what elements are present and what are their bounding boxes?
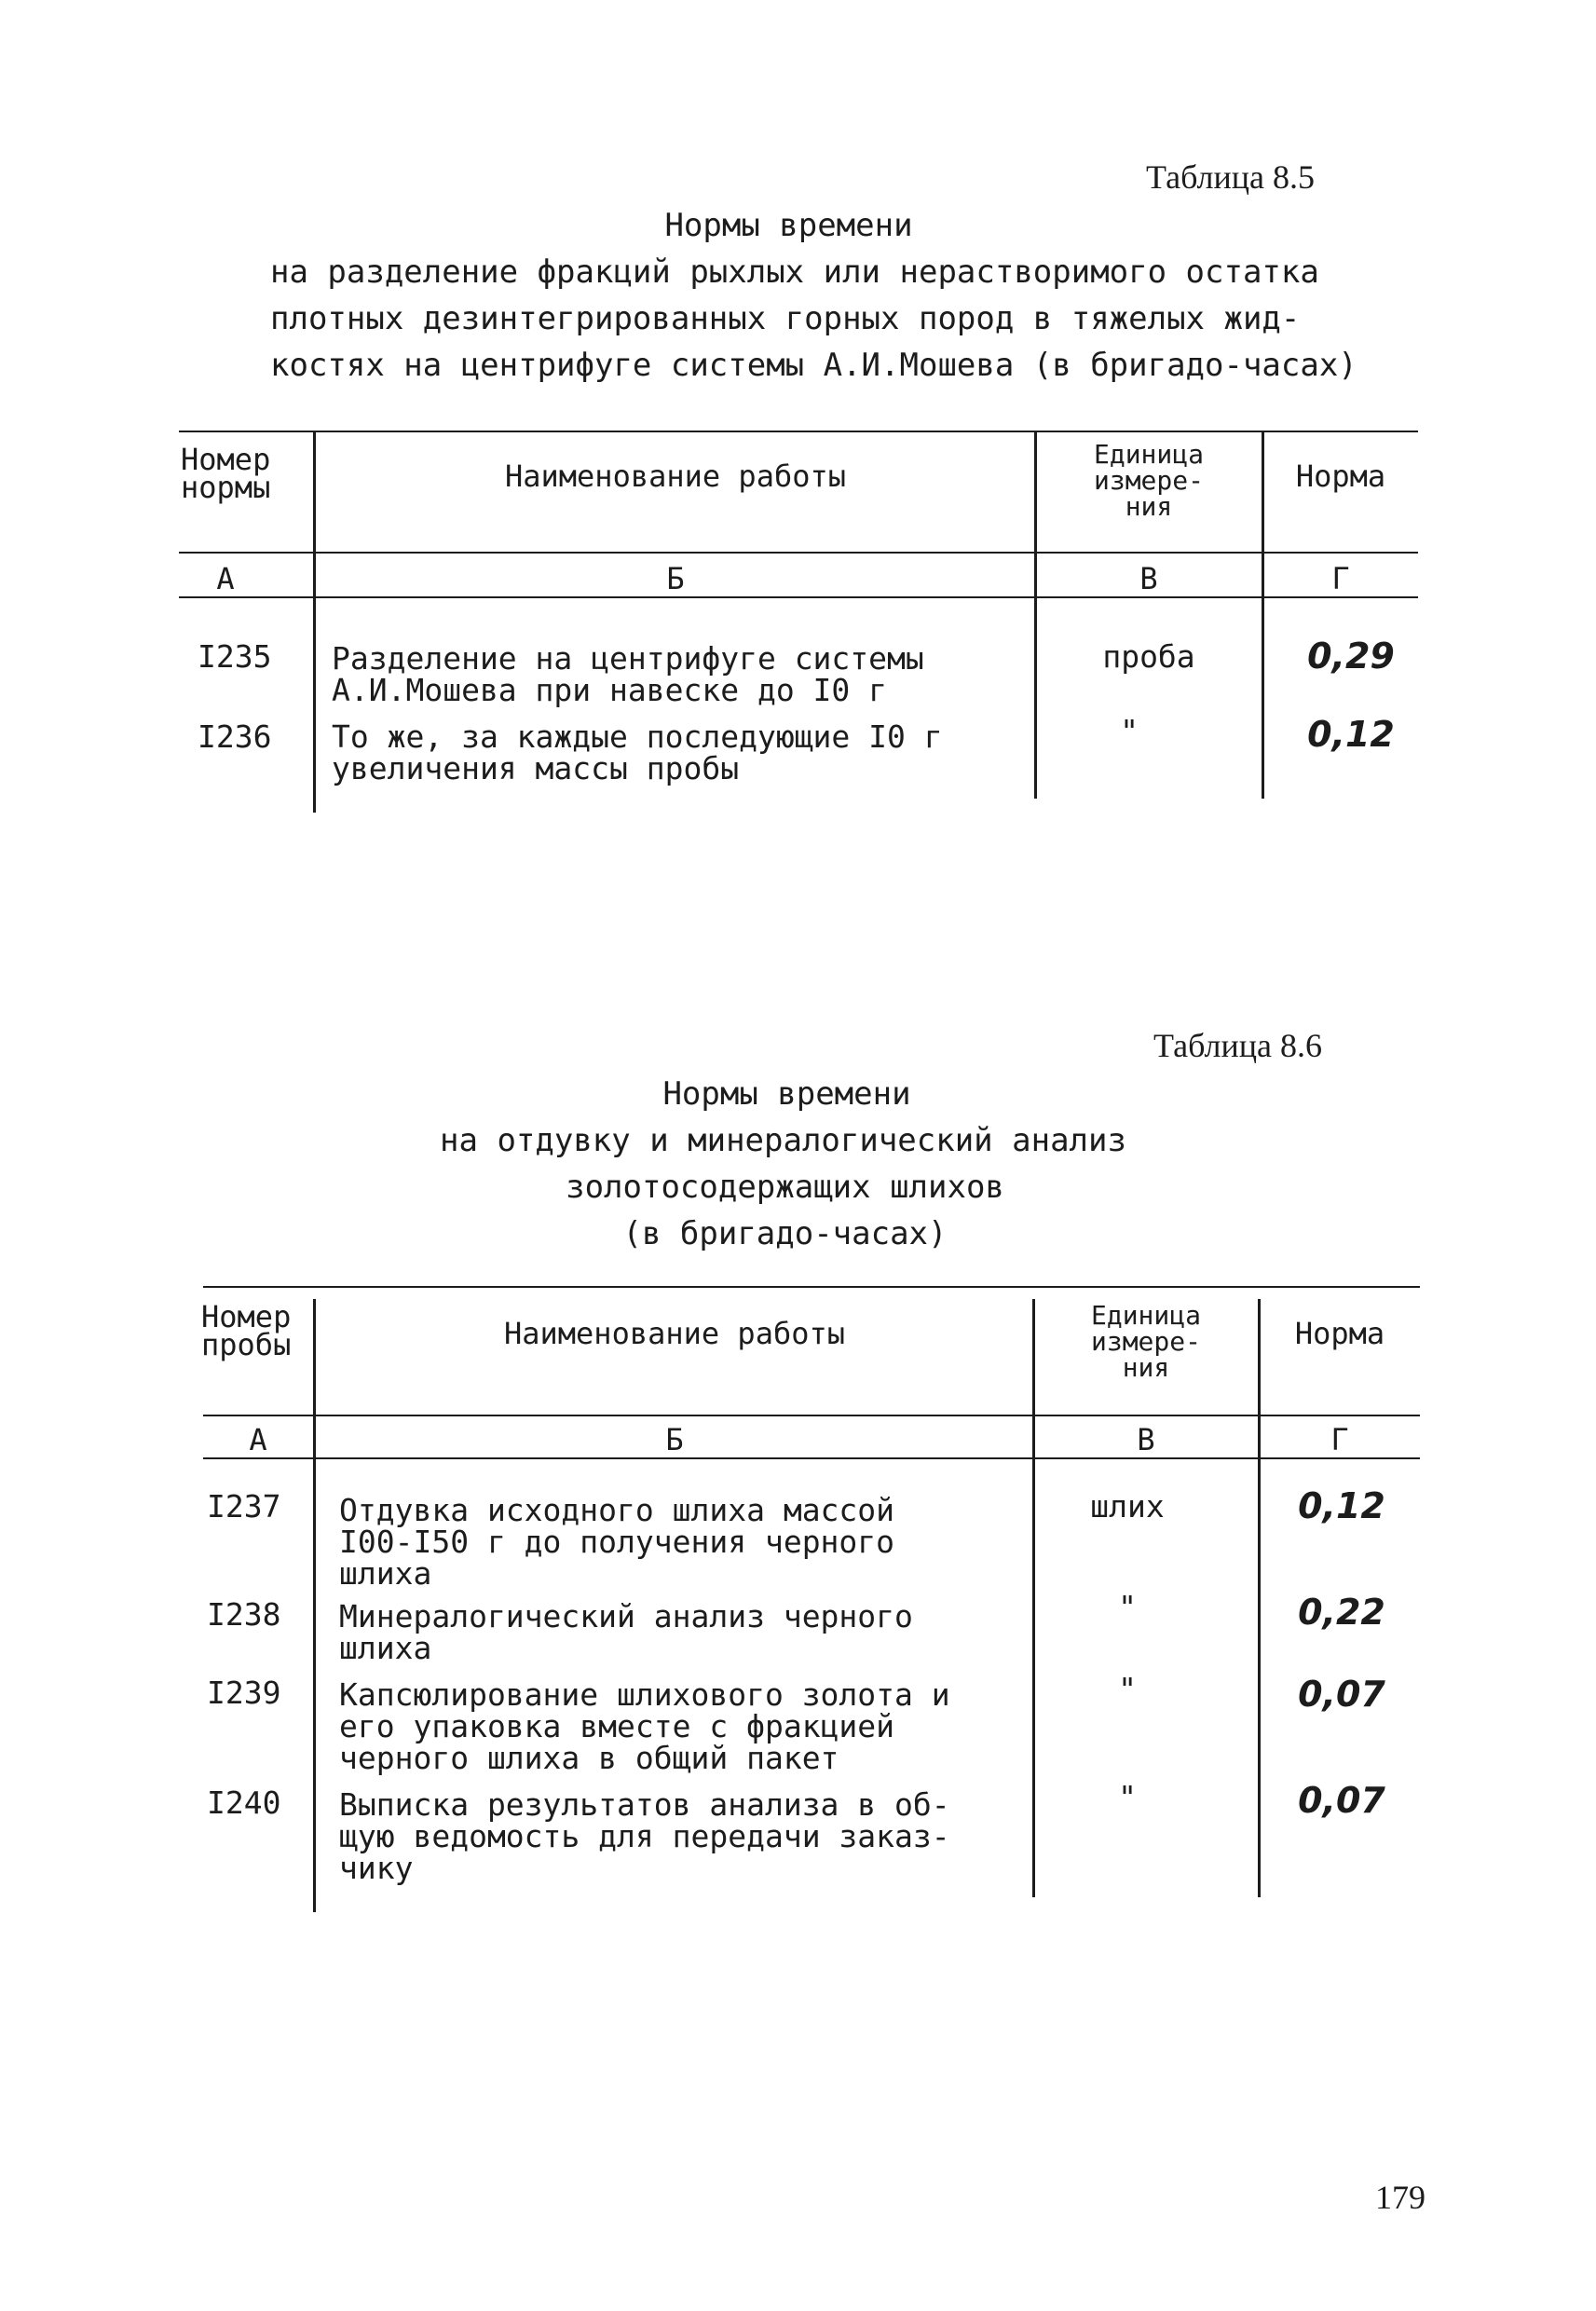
header-unit <box>1034 1300 1258 1383</box>
column-letter: А <box>249 1422 267 1457</box>
column-divider <box>313 431 316 813</box>
header-unit-line: Единица <box>1090 1300 1201 1331</box>
header-number-line: Номер <box>201 1299 292 1334</box>
table-subtitle-line: плотных дезинтегрированных горных пород в тяжелых жид- <box>270 300 1301 337</box>
header-unit-line: измере- <box>1093 465 1204 496</box>
header-number <box>201 1299 292 1362</box>
row-work-name <box>332 640 924 708</box>
row-norm: 0,07 <box>1298 1674 1385 1715</box>
row-number: I239 <box>207 1675 281 1711</box>
table-label: Таблица 8.6 <box>1153 1027 1322 1064</box>
row-number: I235 <box>198 638 272 675</box>
table-subtitle-line: костях на центрифуге системы А.И.Мошева (в бригадо-часах) <box>270 347 1357 384</box>
row-work-name-line: I00-I50 г до получения черного <box>339 1524 895 1560</box>
header-norm: Норма <box>1294 1316 1385 1351</box>
row-work-name-line: То же, за каждые последующие I0 г <box>332 718 943 755</box>
header-unit-line: ния <box>1122 1352 1170 1383</box>
header-work-name: Наименование работы <box>503 1316 846 1351</box>
row-number: I238 <box>207 1596 281 1633</box>
header-work-name: Наименование работы <box>504 458 847 494</box>
row-work-name <box>339 1598 913 1666</box>
row-work-name-line: Разделение на центрифуге системы <box>332 640 924 677</box>
row-norm: 0,12 <box>1307 714 1395 755</box>
header-number-line: Номер <box>181 442 271 477</box>
column-letter: В <box>1139 561 1158 596</box>
header-unit-line: ния <box>1125 491 1173 522</box>
header-number-line: пробы <box>201 1327 292 1362</box>
row-work-name-line: чику <box>339 1850 414 1886</box>
row-unit: шлих <box>1090 1488 1165 1525</box>
row-work-name-line: черного шлиха в общий пакет <box>339 1740 839 1776</box>
row-unit: " <box>1120 713 1139 749</box>
row-norm: 0,22 <box>1298 1592 1385 1633</box>
table-subtitle-line: на разделение фракций рыхлых или нерастворимого остатка <box>270 253 1319 291</box>
column-divider <box>1258 1299 1261 1897</box>
row-work-name <box>339 1676 950 1776</box>
header-unit <box>1036 439 1262 522</box>
column-letter: Г <box>1330 1422 1349 1457</box>
row-work-name-line: А.И.Мошева при навеске до I0 г <box>332 672 888 708</box>
row-unit: проба <box>1102 638 1195 675</box>
row-work-name-line: Капсюлирование шлихового золота и <box>339 1676 950 1713</box>
header-number <box>181 442 271 505</box>
column-divider <box>313 1299 316 1912</box>
header-unit-line: измере- <box>1090 1326 1201 1357</box>
row-work-name-line: увеличения массы пробы <box>332 750 740 786</box>
column-letter: Б <box>665 1422 684 1457</box>
table-subtitle-line: на отдувку и минералогический анализ <box>440 1122 1126 1159</box>
row-unit: " <box>1118 1671 1137 1707</box>
page-number: 179 <box>1375 2179 1425 2216</box>
row-norm: 0,07 <box>1298 1780 1385 1821</box>
header-number-line: нормы <box>181 470 271 505</box>
row-unit: " <box>1118 1589 1137 1625</box>
row-work-name <box>339 1786 950 1886</box>
table-label: Таблица 8.5 <box>1146 158 1315 196</box>
table-header-rule <box>203 1415 1420 1416</box>
column-letter: Б <box>666 561 685 596</box>
row-work-name-line: его упаковка вместе с фракцией <box>339 1708 895 1744</box>
table-header-rule <box>179 552 1418 554</box>
row-work-name-line: шлиха <box>339 1555 432 1592</box>
header-norm: Норма <box>1295 458 1386 494</box>
row-work-name-line: шлиха <box>339 1630 432 1666</box>
column-letter: А <box>216 561 235 596</box>
row-work-name-line: Отдувка исходного шлиха массой <box>339 1492 895 1528</box>
column-letter: В <box>1137 1422 1155 1457</box>
table-top-rule <box>203 1286 1420 1288</box>
table-letter-rule <box>203 1457 1420 1459</box>
column-letter: Г <box>1331 561 1350 596</box>
table-top-rule <box>179 431 1418 432</box>
row-work-name-line: Выписка результатов анализа в об- <box>339 1786 950 1823</box>
table-subtitle-line: (в бригадо-часах) <box>622 1215 948 1252</box>
row-number: I236 <box>198 718 272 755</box>
table-title: Нормы времени <box>662 1075 911 1113</box>
table-subtitle-line: золотосодержащих шлихов <box>566 1169 1004 1206</box>
table-letter-rule <box>179 596 1418 598</box>
row-work-name <box>339 1492 895 1592</box>
row-work-name <box>332 718 943 786</box>
header-unit-line: Единица <box>1093 439 1204 470</box>
row-number: I237 <box>207 1488 281 1525</box>
row-number: I240 <box>207 1785 281 1821</box>
row-work-name-line: щую ведомость для передачи заказ- <box>339 1818 950 1854</box>
row-norm: 0,29 <box>1307 636 1395 677</box>
table-title: Нормы времени <box>664 207 913 244</box>
row-unit: " <box>1118 1779 1137 1815</box>
row-norm: 0,12 <box>1298 1485 1385 1526</box>
row-work-name-line: Минералогический анализ черного <box>339 1598 913 1634</box>
